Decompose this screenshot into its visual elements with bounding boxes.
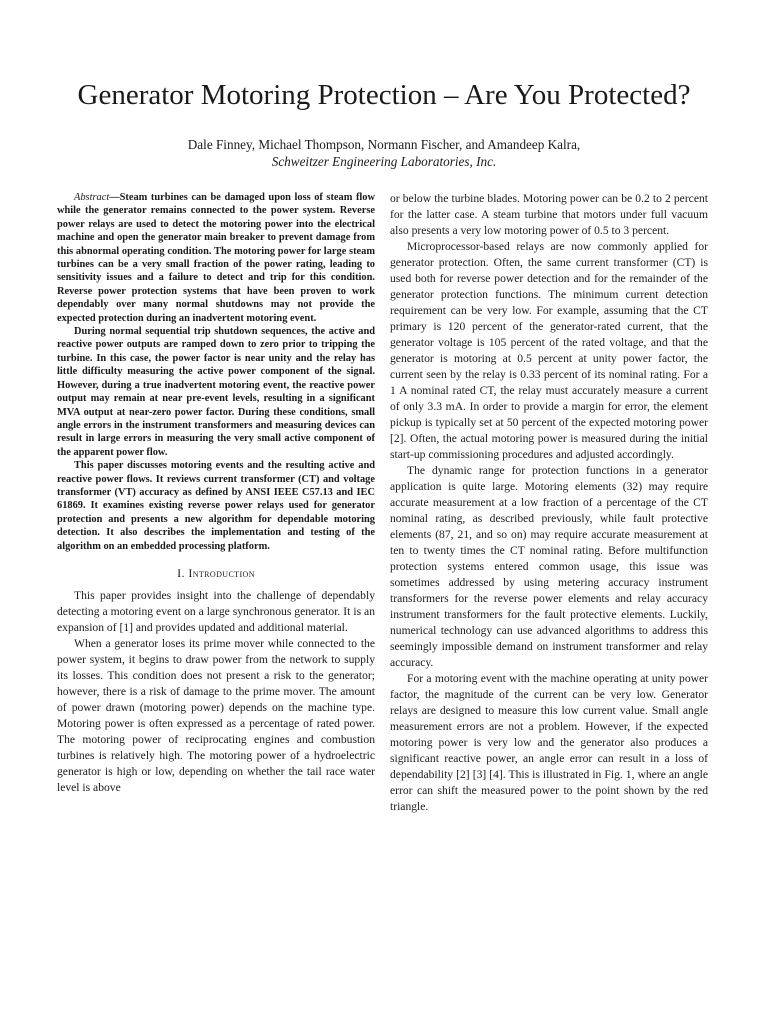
paper-title: Generator Motoring Protection – Are You Protected? [77,79,691,111]
body-paragraph-relays: Microprocessor-based relays are now commonly applied for generator protection. Often, the same current transformer (CT) is used both for reverse power detection and for the remainder of the generator protection functions. The minimum current detection requirement can be very low. For example, assuming that the CT primary is 120 percent of the generator-rated current, that the generator voltage is 105 percent of the rated voltage, and that the generator is motoring at 0.5 percent at unity power factor, the current seen by the relay is 0.33 percent of its nominal rating. For a 1 A nominal rated CT, the relay must accurately measure a current of only 3.3 mA. In order to provide a margin for error, the element pickup is typically set at 50 percent of the expected motoring power [2]. Often, the actual motoring power is measured during the initial start-up commissioning procedures and adjusted accordingly. [390,240,708,461]
intro-paragraph-1: This paper provides insight into the challenge of dependably detecting a motoring event on a large synchronous generator. It is an expansion of [1] and provides updated and additional material. [57,588,375,634]
abstract-paragraph-1 [57,191,375,325]
section-heading-introduction [57,565,375,581]
abstract-dash: — [109,192,120,203]
right-column [390,191,708,815]
abstract-text-1: Steam turbines can be damaged upon loss of steam flow while the generator remains connected to the power system. Reverse power relays are used to detect the motoring power into the electrical machine and open the generator main breaker to prevent damage from this abnormal operating condition. The motoring power for large steam turbines can be a very small fraction of the power rating, leading to sensitivity issues and a failure to detect and trip for this condition. Reverse power protection systems that have been proven to work dependably over many normal shutdowns may not provide the expected protection during an inadvertent motoring event. [57,192,375,324]
section-title: Introduction [188,565,255,580]
body-paragraph-motoring-event: For a motoring event with the machine operating at unity power factor, the magnitude of the current can be very low. Generator relays are designed to measure this low current value. Small angle measurement errors are not a problem. However, if the expected motoring power is very low and the generator also produces a significant reactive power, an angle error can result in a loss of dependability [2] [3] [4]. This is illustrated in Fig. 1, where an angle error can shift the measured power to the point shown by the red triangle. [390,672,708,813]
left-column [57,191,375,796]
section-number: I. [177,565,185,580]
affiliation: Schweitzer Engineering Laboratories, Inc. [271,154,497,169]
abstract-paragraph-3: This paper discusses motoring events and the resulting active and reactive power flows. It reviews current transformer (CT) and voltage transformer (VT) accuracy as defined by ANSI IEEE C57.13 and IEC 61869. It examines existing reverse power relays used for generator protection and presents a new algorithm for dependable motoring detection. It also describes the implementation and testing of the algorithm on an embedded processing platform. [57,460,375,552]
intro-paragraph-2: When a generator loses its prime mover while connected to the power system, it begins to draw power from the network to supply its losses. This condition does not present a risk to the generator; however, there is a risk of damage to the prime mover. The amount of power drawn (motoring power) depends on the machine type. Motoring power is often expressed as a percentage of rated power. The motoring power of reciprocating engines and combustion turbines is relatively high. The motoring power of a hydroelectric generator is high or low, depending on whether the tail race water level is above [57,636,375,794]
abstract-label: Abstract [74,192,110,203]
body-paragraph-continued: or below the turbine blades. Motoring power can be 0.2 to 2 percent for the latter case. A steam turbine that motors under full vacuum also presents a very low motoring power of 0.5 to 3 percent. [390,192,708,237]
abstract-paragraph-2: During normal sequential trip shutdown sequences, the active and reactive power outputs are ramped down to zero prior to tripping the turbine. In this case, the power factor is near unity and the relay has little difficulty measuring the active power component of the signal. However, during a true inadvertent motoring event, the reactive power output may remain at near pre-event levels, resulting in a significant MVA output at near-zero power factor. During these conditions, small angle errors in the instrument transformers and measuring devices can result in large errors in measuring the very small active component of the apparent power flow. [57,326,375,458]
body-paragraph-dynamic-range: The dynamic range for protection functions in a generator application is quite large. Motoring elements (32) may require accurate measurement at a low fraction of a percentage of the CT nominal rating, as described previously, while fault protective elements (87, 21, and so on) may require accurate measurement at ten to twenty times the CT nominal rating. Before multifunction protection systems entered common usage, this issue was sometimes addressed by using metering accuracy instrument transformers for the reverse power elements and relay accuracy instrument transformers for the fault protective elements. Luckily, numerical technology can use advanced algorithms to address this seemingly impossible demand on instrument transformer and relay accuracy. [390,464,708,669]
author-list: Dale Finney, Michael Thompson, Normann Fischer, and Amandeep Kalra, [187,137,581,152]
